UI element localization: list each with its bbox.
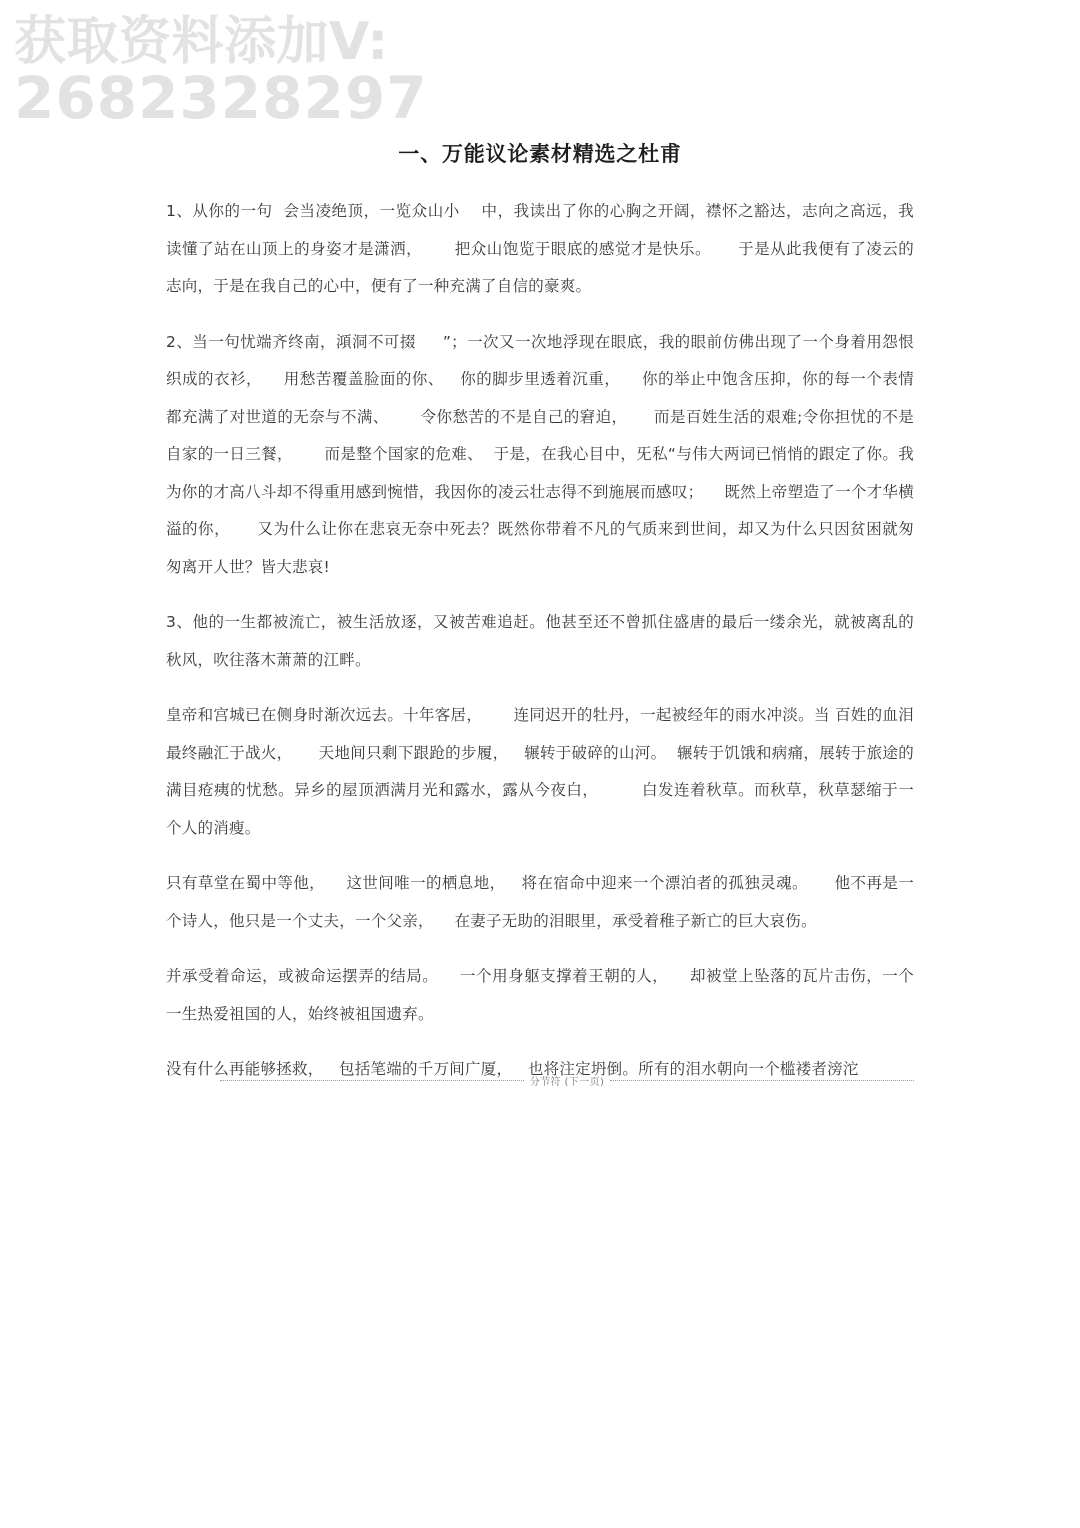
section-break-dash-right: [610, 1080, 914, 1081]
paragraph-4: 皇帝和宫城已在侧身时渐次远去。十年客居， 连同迟开的牡丹，一起被经年的雨水冲淡。当 百姓的血泪最终融汇于战火， 天地间只剩下跟跄的步履， 辗转于破碎的山河。 辗转于饥饿和病痛，展转于旅途的满目疮痍的忧愁。异乡的屋顶洒满月光和露水，露从今夜白， 白发连着秋草。而秋草，秋草瑟缩于一个人的消瘦。: [166, 706, 914, 837]
paragraph-6: 并承受着命运，或被命运摆弄的结局。 一个用身躯支撑着王朝的人， 却被堂上坠落的瓦片击伤，一个一生热爱祖国的人，始终被祖国遗弃。: [166, 967, 914, 1023]
paragraph-item-3: 3、他的一生都被流亡，被生活放逐，又被苦难追赶。他甚至还不曾抓住盛唐的最后一缕余光，就被离乱的秋风，吹往落木萧萧的江畔。: [166, 613, 914, 669]
paragraph-item-1: 1、从你的一句 会当凌绝顶，一览众山小 中，我读出了你的心胸之开阔，襟怀之豁达，志向之高远，我读懂了站在山顶上的身姿才是潇洒， 把众山饱览于眼底的感觉才是快乐。 于是从此我便有了凌云的志向，于是在我自己的心中，便有了一种充满了自信的豪爽。: [166, 202, 914, 296]
section-break-label: 分节符 (下一页): [529, 1076, 605, 1088]
watermark-line-2: 2682328297: [14, 64, 428, 133]
document-body: [166, 169, 914, 1089]
paragraph-item-2: 2、当一句忧端齐终南，澒洞不可掇 ”；一次又一次地浮现在眼底，我的眼前仿佛出现了一个身着用怨恨织成的衣衫， 用愁苦覆盖脸面的你、 你的脚步里透着沉重， 你的举止中饱含压抑，你的每一个表情都充满了对世道的无奈与不满、 令你愁苦的不是自己的窘迫， 而是百姓生活的艰难;令你担忧的不是自家的一日三餐， 而是整个国家的危难、 于是，在我心目中，旡私“与伟大两词已悄悄的跟定了你。我为你的才高八斗却不得重用感到惋惜，我因你的凌云壮志得不到施展而感叹； 既然上帝塑造了一个才华横溢的你， 又为什么让你在悲哀无奈中死去？既然你带着不凡的气质来到世间，却又为什么只因贫困就匆匆离开人世？皆大悲哀!: [166, 332, 914, 576]
section-break: [166, 1059, 914, 1089]
paragraph-5: 只有草堂在蜀中等他， 这世间唯一的栖息地， 将在宿命中迎来一个漂泊者的孤独灵魂。 他不再是一个诗人，他只是一个丈夫，一个父亲， 在妻子无助的泪眼里，承受着稚子新亡的巨大哀伤。: [166, 874, 914, 930]
watermark-line-1: 获取资料添加V:: [14, 12, 389, 72]
section-break-dash-left: [220, 1080, 524, 1081]
page-title: 一、万能议论素材精选之杜甫: [398, 142, 682, 166]
paragraph-7: 没有什么再能够拯救， 包括笔端的千万间广厦， 也将注定坍倒。所有的泪水朝向一个槛褛者滂沱: [166, 1060, 859, 1079]
